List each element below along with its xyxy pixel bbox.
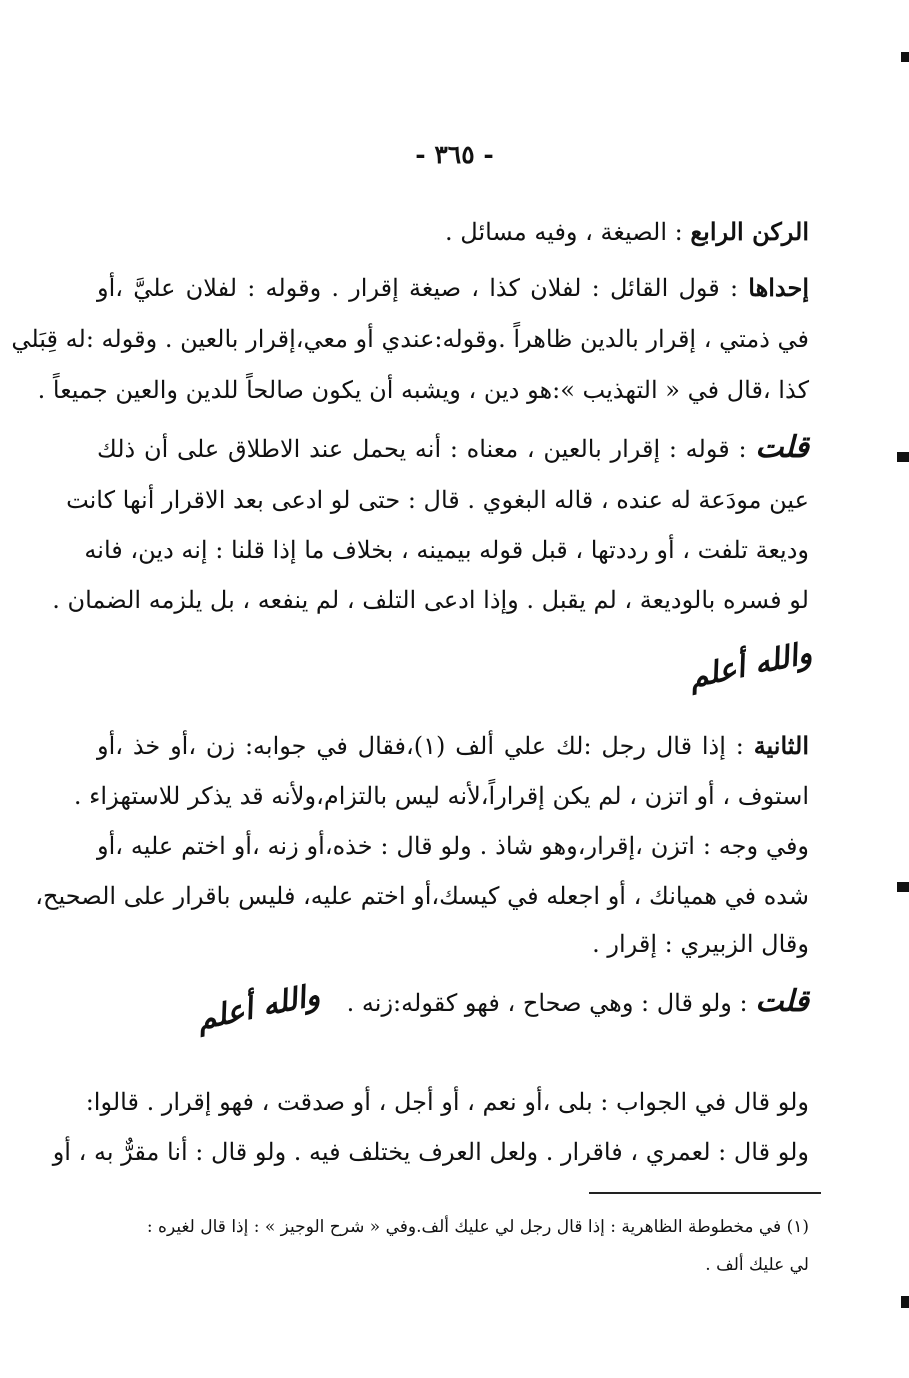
text-span: : إذا قال رجل :لك علي ألف (١)،فقال في جوابه: زن ،أو خذ ،أو <box>97 732 744 760</box>
text-line <box>97 428 809 469</box>
wallahu-alam-signature: والله أعلم <box>193 977 323 1038</box>
text-line: كذا ،قال في « التهذيب »:هو دين ، ويشبه أن يكون صالحاً للدين والعين جميعاً . <box>37 376 809 404</box>
issue-label: إحداها <box>748 273 809 302</box>
text-span: : قوله : إقرار بالعين ، معناه : أنه يحمل عند الاطلاق على أن ذلك <box>97 435 747 463</box>
qultu-label: قلت <box>755 430 809 465</box>
text-line: وديعة تلفت ، أو رددتها ، قبل قوله بيمينه ، بخلاف ما إذا قلنا : إنه دين، فانه <box>84 536 809 564</box>
scan-mark <box>897 452 909 462</box>
page-number: - ٣٦٥ - <box>415 140 494 169</box>
text-span: : قول القائل : لفلان كذا ، صيغة إقرار . وقوله : لفلان عليَّ ،أو <box>97 274 739 302</box>
wallahu-alam-signature: والله أعلم <box>686 635 816 696</box>
text-line: شده في هميانك ، أو اجعله في كيسك،أو اختم عليه، فليس باقرار على الصحيح، <box>35 882 809 910</box>
text-span: : ولو قال : وهي صحاح ، فهو كقوله:زنه . <box>346 989 748 1017</box>
section-heading: الركن الرابع <box>690 217 809 246</box>
scan-mark <box>901 52 909 62</box>
text-line: وفي وجه : اتزن ،إقرار،وهو شاذ . ولو قال : خذه،أو زنه ،أو اختم عليه ،أو <box>97 832 809 860</box>
text-line: لو فسره بالوديعة ، لم يقبل . وإذا ادعى التلف ، لم ينفعه ، بل يلزمه الضمان . <box>52 586 809 614</box>
scan-mark <box>897 882 909 892</box>
text-line <box>97 726 809 766</box>
issue-label: الثانية <box>753 731 810 760</box>
heading-text: : الصيغة ، وفيه مسائل . <box>445 218 683 246</box>
footnote-divider <box>589 1192 821 1194</box>
text-line: ولو قال : لعمري ، فاقرار . ولعل العرف يختلف فيه . ولو قال : أنا مقرٌّ به ، أو <box>52 1138 809 1166</box>
text-line: عين مودَعة له عنده ، قاله البغوي . قال : حتى لو ادعى بعد الاقرار أنها كانت <box>66 486 809 514</box>
text-line: في ذمتي ، إقرار بالدين ظاهراً .وقوله:عندي أو معي،إقرار بالعين . وقوله :له قِبَلي <box>11 325 809 353</box>
scan-mark <box>901 1296 909 1308</box>
text-line: ولو قال في الجواب : بلى ،أو نعم ، أو أجل ، أو صدقت ، فهو إقرار . قالوا: <box>85 1088 809 1116</box>
text-line: استوف ، أو اتزن ، لم يكن إقراراً،لأنه ليس بالتزام،ولأنه قد يذكر للاستهزاء . <box>73 782 809 810</box>
text-line: وقال الزبيري : إقرار . <box>592 930 809 958</box>
heading-line <box>97 212 809 252</box>
footnote-line: (١) في مخطوطة الظاهرية : إذا قال رجل لي عليك ألف.وفي « شرح الوجيز » : إذا قال لغيره : <box>146 1217 809 1237</box>
text-line <box>97 268 809 308</box>
footnote-line: لي عليك ألف . <box>705 1255 809 1275</box>
qultu-label: قلت <box>755 984 809 1019</box>
